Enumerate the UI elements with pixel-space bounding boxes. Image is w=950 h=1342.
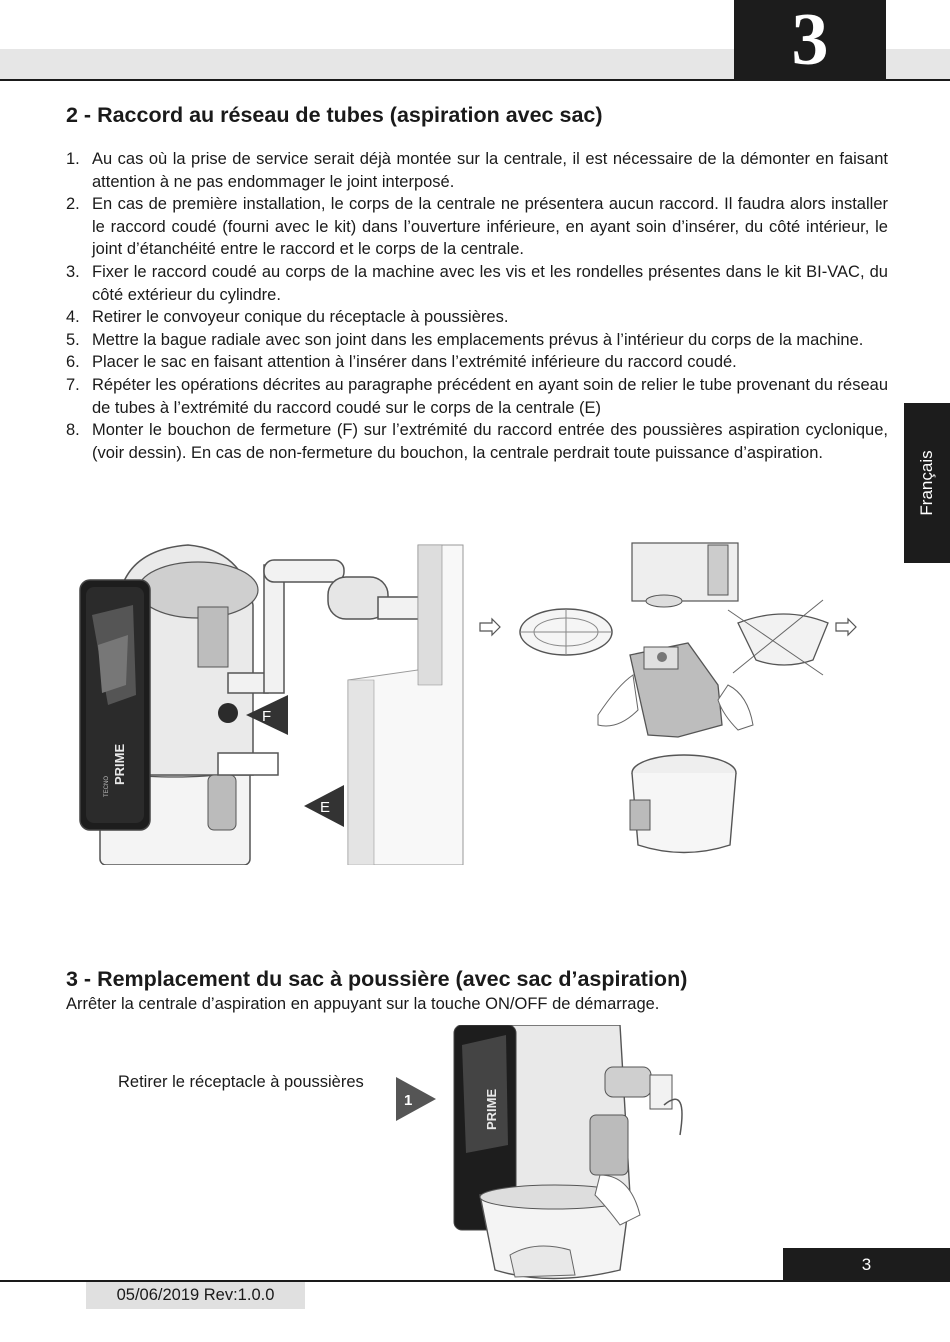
label-f: F bbox=[262, 708, 272, 725]
step-number: 6. bbox=[66, 353, 80, 372]
chapter-number: 3 bbox=[734, 0, 886, 81]
step-number: 4. bbox=[66, 308, 80, 327]
step-text: Mettre la bague radiale avec son joint dans les emplacements prévus à l’intérieur du corps de la machine. bbox=[92, 330, 864, 349]
step-text: Au cas où la prise de service serait déjà montée sur la centrale, il est nécessaire de la démonter en faisant attention à ne pas endommager le joint interposé. bbox=[92, 150, 888, 191]
step-number: 7. bbox=[66, 375, 80, 394]
brand-logo: PRIME bbox=[484, 1088, 499, 1130]
instruction-step bbox=[66, 329, 888, 352]
step-number: 8. bbox=[66, 421, 80, 440]
instruction-step bbox=[66, 306, 888, 329]
installation-illustration bbox=[78, 535, 890, 865]
arrow-icon bbox=[836, 619, 856, 635]
step-text: Monter le bouchon de fermeture (F) sur l’extrémité du raccord entrée des poussières aspiration cyclonique, (voir dessin). En cas de non-fermeture du bouchon, la centrale perdrait toute puissance d’aspiration. bbox=[92, 421, 888, 462]
step-1-marker bbox=[396, 1077, 440, 1121]
hand-drawing bbox=[718, 685, 753, 730]
language-tab-label: Français bbox=[917, 450, 936, 516]
step-text: Placer le sac en faisant attention à l’insérer dans l’extrémité inférieure du raccord coudé. bbox=[92, 353, 737, 372]
cone-removed-drawing bbox=[728, 600, 828, 675]
date-revision: 05/06/2019 Rev:1.0.0 bbox=[86, 1282, 305, 1309]
step-number: 1. bbox=[66, 150, 80, 168]
step-text: Retirer le convoyeur conique du réceptacle à poussières. bbox=[92, 308, 509, 327]
step-text: Répéter les opérations décrites au paragraphe précédent en ayant soin de relier le tube provenant du réseau de tubes à l’extrémité du raccord coudé sur le corps de la centrale (E) bbox=[92, 375, 888, 417]
dust-bag-drawing bbox=[630, 643, 722, 737]
step-1-number: 1 bbox=[404, 1092, 413, 1109]
section-3-title: 3 - Remplacement du sac à poussière (avec sac d’aspiration) bbox=[66, 967, 688, 991]
instruction-step bbox=[66, 374, 888, 419]
instruction-step bbox=[66, 193, 888, 261]
page-number: 3 bbox=[783, 1248, 950, 1281]
vacuum-unit-drawing bbox=[80, 545, 258, 865]
dust-container-drawing bbox=[630, 755, 736, 853]
step-1-label: Retirer le réceptacle à poussières bbox=[118, 1073, 364, 1091]
arrow-icon bbox=[480, 619, 500, 635]
label-e-marker bbox=[304, 785, 344, 827]
step-text: En cas de première installation, le corps de la centrale ne présentera aucun raccord. Il faudra alors installer le raccord coudé (fourni avec le kit) dans l’ouverture inférieure, en ayant soin d’insérer, du côté intérieur, le joint d’étanchéité entre le raccord et le corps de la centrale. bbox=[92, 195, 888, 259]
remove-container-illustration bbox=[440, 1025, 700, 1280]
instruction-step bbox=[66, 261, 888, 306]
step-number: 3. bbox=[66, 262, 80, 281]
step-text: Fixer le raccord coudé au corps de la machine avec les vis et les rondelles présentes dans le kit BI-VAC, du côté extérieur du cylindre. bbox=[92, 262, 888, 304]
unit-base-drawing bbox=[632, 543, 738, 607]
brand-logo-small: TECNO bbox=[104, 776, 110, 797]
step-number: 2. bbox=[66, 195, 80, 214]
step-number: 5. bbox=[66, 330, 80, 349]
label-e: E bbox=[320, 799, 331, 816]
instruction-step bbox=[66, 351, 888, 374]
section-3-intro: Arrêter la centrale d’aspiration en appuyant sur la touche ON/OFF de démarrage. bbox=[66, 995, 660, 1013]
brand-logo: PRIME bbox=[112, 743, 127, 785]
instruction-step bbox=[66, 419, 888, 464]
strainer-ring-drawing bbox=[520, 609, 612, 655]
section-2-title: 2 - Raccord au réseau de tubes (aspiration avec sac) bbox=[66, 103, 603, 127]
instruction-list bbox=[66, 148, 888, 464]
instruction-step bbox=[66, 148, 888, 193]
language-tab[interactable] bbox=[904, 403, 950, 563]
hand-drawing bbox=[598, 675, 638, 726]
